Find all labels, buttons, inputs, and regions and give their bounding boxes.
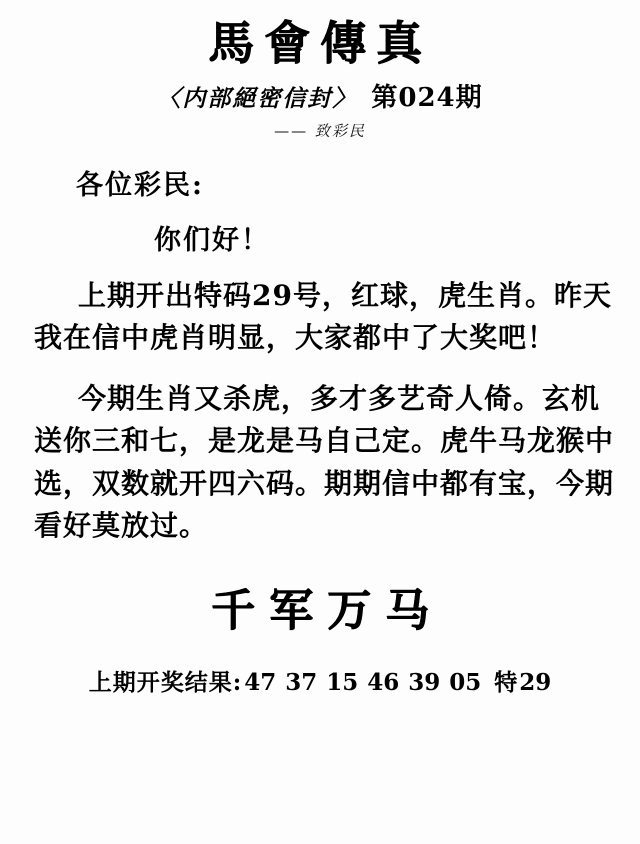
special-label: 特 xyxy=(494,668,518,696)
greeting: 你们好！ xyxy=(154,224,270,256)
result-number: 05 xyxy=(449,668,482,696)
paragraph-1: 上期开出特码29号，红球，虎生肖。昨天我在信中虎肖明显，大家都中了大奖吧！ xyxy=(34,278,612,355)
salutation: 各位彩民: xyxy=(76,169,204,201)
special-number: 29 xyxy=(519,668,552,696)
dedication-line: —— 致彩民 xyxy=(274,121,366,140)
result-number: 37 xyxy=(285,668,318,696)
letter-body xyxy=(0,163,640,548)
result-number: 47 xyxy=(244,668,277,696)
last-draw-result xyxy=(0,664,640,697)
subtitle-row xyxy=(0,77,640,114)
confidential-label: 〈内部絕密信封〉 xyxy=(157,84,358,112)
result-number: 46 xyxy=(367,668,400,696)
result-number: 15 xyxy=(326,668,359,696)
slogan: 千军万马 xyxy=(211,584,443,636)
result-number: 39 xyxy=(408,668,441,696)
result-label: 上期开奖结果: xyxy=(88,668,243,696)
paragraph-2: 今期生肖又杀虎，多才多艺奇人倚。玄机送你三和七，是龙是马自己定。虎牛马龙猴中选，双数就开四六码。期期信中都有宝，今期看好莫放过。 xyxy=(34,381,615,543)
page-title: 馬會傳真 xyxy=(208,16,432,70)
result-numbers xyxy=(244,669,490,696)
issue-number: 第024期 xyxy=(371,82,483,113)
